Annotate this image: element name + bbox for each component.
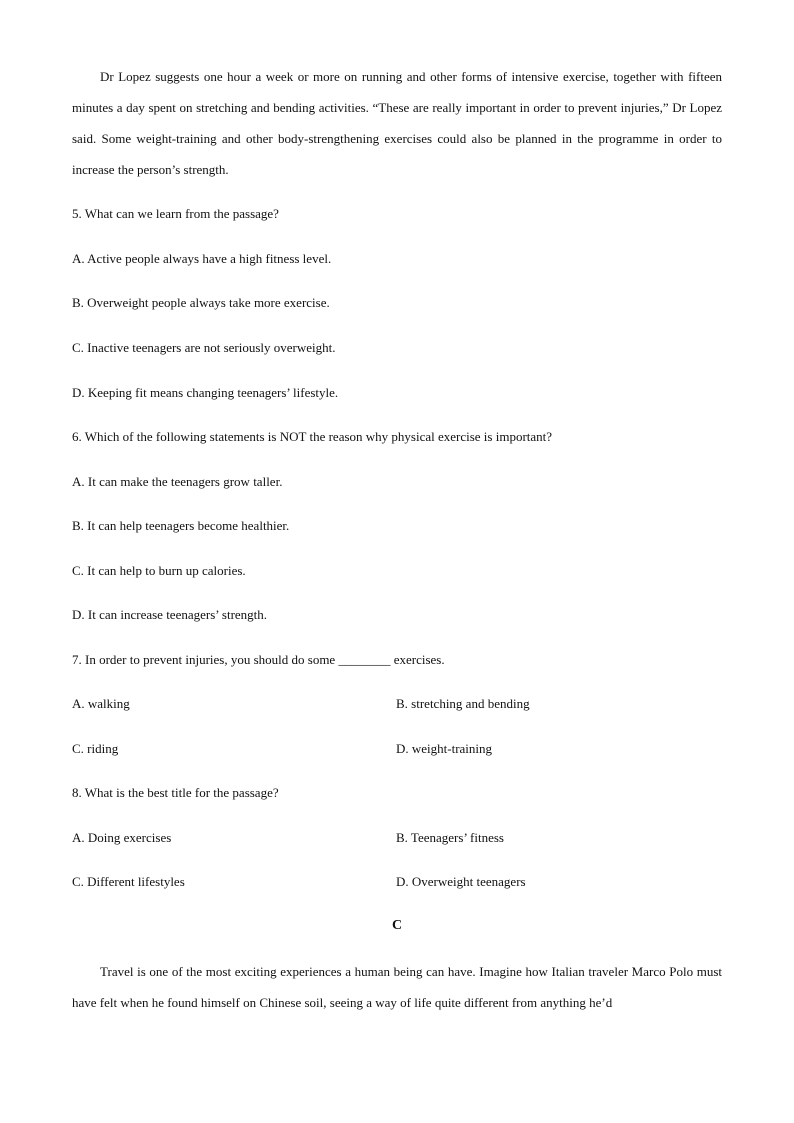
section-heading: C <box>391 918 403 933</box>
question-5-option-c: C. Inactive teenagers are not seriously overweight. <box>72 340 336 355</box>
passage-c-paragraph: Travel is one of the most exciting experiences a human being can have. Imagine how Italian traveler Marco Polo must have felt when he found himself on Chinese soil, seeing a way of life quite different from anything he’d <box>72 964 722 1010</box>
question-8-option-c: C. Different lifestyles <box>72 874 185 889</box>
question-6-option-b: B. It can help teenagers become healthier. <box>72 518 290 533</box>
question-5-option-d: D. Keeping fit means changing teenagers’ lifestyle. <box>72 385 339 400</box>
question-6-option-d: D. It can increase teenagers’ strength. <box>72 607 268 622</box>
question-5-stem: 5. What can we learn from the passage? <box>72 206 279 221</box>
question-7-option-a: A. walking <box>72 696 130 711</box>
passage-b-paragraph: Dr Lopez suggests one hour a week or more on running and other forms of intensive exercise, together with fifteen minutes a day spent on stretching and bending activities. “These are really important in order to prevent injuries,” Dr Lopez said. Some weight-training and other body-strengthening exercises could also be planned in the programme in order to increase the person’s strength. <box>72 69 722 177</box>
question-6-stem: 6. Which of the following statements is NOT the reason why physical exercise is important? <box>72 429 553 444</box>
question-8-option-b: B. Teenagers’ fitness <box>396 830 504 845</box>
question-6-option-a: A. It can make the teenagers grow taller. <box>72 474 283 489</box>
question-6-option-c: C. It can help to burn up calories. <box>72 563 246 578</box>
question-8-stem: 8. What is the best title for the passage? <box>72 785 279 800</box>
question-5-option-a: A. Active people always have a high fitness level. <box>72 251 332 266</box>
question-8-option-d: D. Overweight teenagers <box>396 874 526 889</box>
question-7-option-b: B. stretching and bending <box>396 696 530 711</box>
question-8-option-a: A. Doing exercises <box>72 830 172 845</box>
question-5-option-b: B. Overweight people always take more exercise. <box>72 295 330 310</box>
question-7-stem: 7. In order to prevent injuries, you should do some ________ exercises. <box>72 652 445 667</box>
question-7-option-c: C. riding <box>72 741 119 756</box>
question-7-option-d: D. weight-training <box>396 741 493 756</box>
